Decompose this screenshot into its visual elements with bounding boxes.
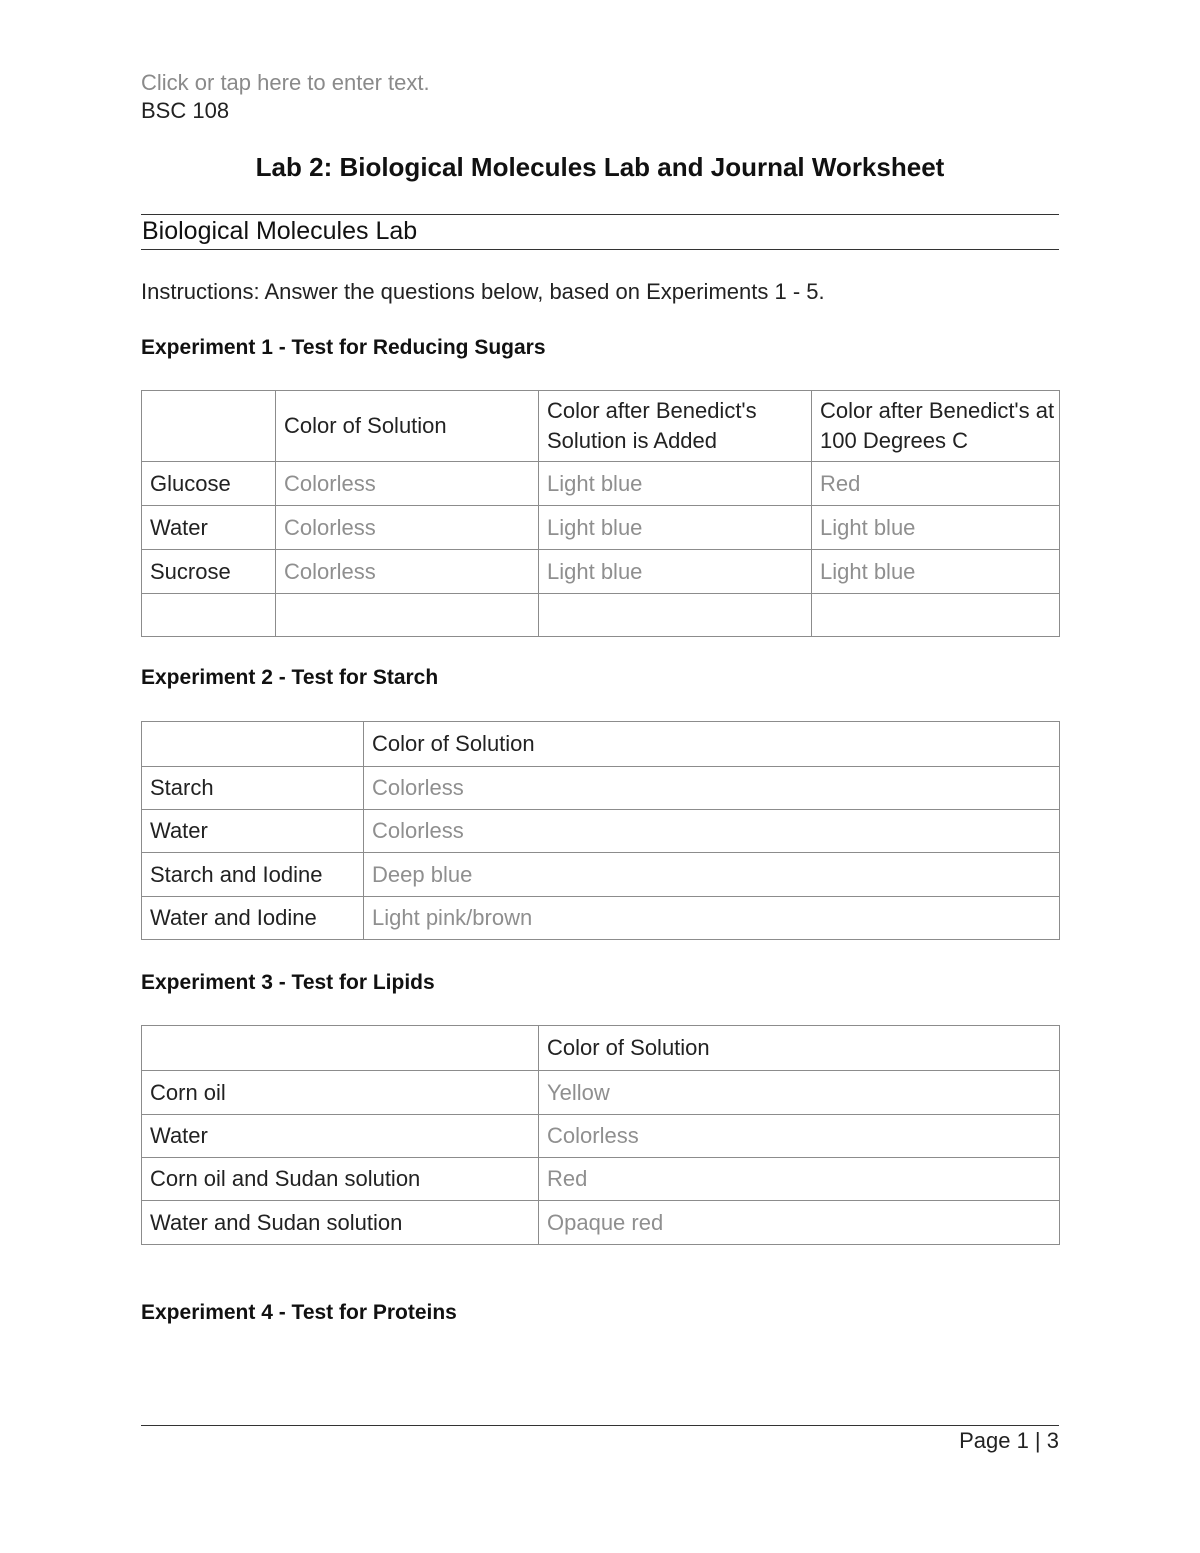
table-row <box>142 1115 1060 1158</box>
answer-cell[interactable]: Light blue <box>539 550 812 594</box>
answer-cell[interactable]: Colorless <box>364 767 1060 810</box>
table-row <box>142 1201 1060 1245</box>
answer-cell[interactable]: Light blue <box>539 506 812 550</box>
answer-cell[interactable] <box>539 594 812 637</box>
row-label: Water and Iodine <box>142 897 364 940</box>
table-header-row <box>142 722 1060 767</box>
experiment-3-heading: Experiment 3 - Test for Lipids <box>141 971 435 994</box>
table-row <box>142 897 1060 940</box>
row-label: Corn oil <box>142 1071 539 1115</box>
row-label[interactable] <box>142 594 276 637</box>
table-corner-cell <box>142 1026 539 1071</box>
row-label: Corn oil and Sudan solution <box>142 1158 539 1201</box>
answer-cell[interactable]: Colorless <box>276 550 539 594</box>
section-rule-bottom <box>141 249 1059 250</box>
table-row <box>142 506 1060 550</box>
answer-cell[interactable]: Colorless <box>539 1115 1060 1158</box>
table-row <box>142 1158 1060 1201</box>
answer-cell[interactable]: Light pink/brown <box>364 897 1060 940</box>
column-header: Color of Solution <box>364 722 1060 767</box>
answer-cell[interactable]: Colorless <box>276 462 539 506</box>
table-row <box>142 594 1060 637</box>
answer-cell[interactable]: Light blue <box>539 462 812 506</box>
column-header: Color of Solution <box>276 391 539 462</box>
page-number: Page 1 | 3 <box>959 1428 1059 1453</box>
course-code: BSC 108 <box>141 98 230 123</box>
answer-cell[interactable] <box>812 594 1060 637</box>
table-corner-cell <box>142 391 276 462</box>
row-label: Sucrose <box>142 550 276 594</box>
table-row <box>142 462 1060 506</box>
row-label: Starch <box>142 767 364 810</box>
row-label: Water <box>142 1115 539 1158</box>
table-row <box>142 853 1060 897</box>
experiment-1-table <box>141 390 1060 637</box>
row-label: Water <box>142 506 276 550</box>
table-row <box>142 550 1060 594</box>
experiment-2-heading: Experiment 2 - Test for Starch <box>141 666 439 689</box>
table-row <box>142 767 1060 810</box>
row-label: Water and Sudan solution <box>142 1201 539 1245</box>
table-row <box>142 1071 1060 1115</box>
column-header: Color after Benedict's Solution is Added <box>539 391 812 462</box>
answer-cell[interactable]: Red <box>539 1158 1060 1201</box>
table-row <box>142 810 1060 853</box>
row-label: Starch and Iodine <box>142 853 364 897</box>
table-corner-cell <box>142 722 364 767</box>
experiment-4-heading: Experiment 4 - Test for Proteins <box>141 1301 457 1324</box>
answer-cell[interactable] <box>276 594 539 637</box>
answer-cell[interactable]: Colorless <box>276 506 539 550</box>
name-placeholder-field[interactable]: Click or tap here to enter text. <box>141 70 430 95</box>
experiment-1-heading: Experiment 1 - Test for Reducing Sugars <box>141 336 546 359</box>
answer-cell[interactable]: Red <box>812 462 1060 506</box>
table-header-row <box>142 391 1060 462</box>
answer-cell[interactable]: Colorless <box>364 810 1060 853</box>
page-title: Lab 2: Biological Molecules Lab and Journal Worksheet <box>255 152 945 182</box>
row-label: Water <box>142 810 364 853</box>
answer-cell[interactable]: Yellow <box>539 1071 1060 1115</box>
instructions-text: Instructions: Answer the questions below, based on Experiments 1 - 5. <box>141 279 825 304</box>
experiment-3-table <box>141 1025 1060 1245</box>
table-header-row <box>142 1026 1060 1071</box>
section-heading: Biological Molecules Lab <box>142 217 418 245</box>
row-label: Glucose <box>142 462 276 506</box>
answer-cell[interactable]: Light blue <box>812 550 1060 594</box>
answer-cell[interactable]: Light blue <box>812 506 1060 550</box>
footer-rule <box>141 1425 1059 1426</box>
section-rule-top <box>141 214 1059 215</box>
column-header: Color after Benedict's at 100 Degrees C <box>812 391 1060 462</box>
experiment-2-table <box>141 721 1060 940</box>
answer-cell[interactable]: Opaque red <box>539 1201 1060 1245</box>
answer-cell[interactable]: Deep blue <box>364 853 1060 897</box>
column-header: Color of Solution <box>539 1026 1060 1071</box>
